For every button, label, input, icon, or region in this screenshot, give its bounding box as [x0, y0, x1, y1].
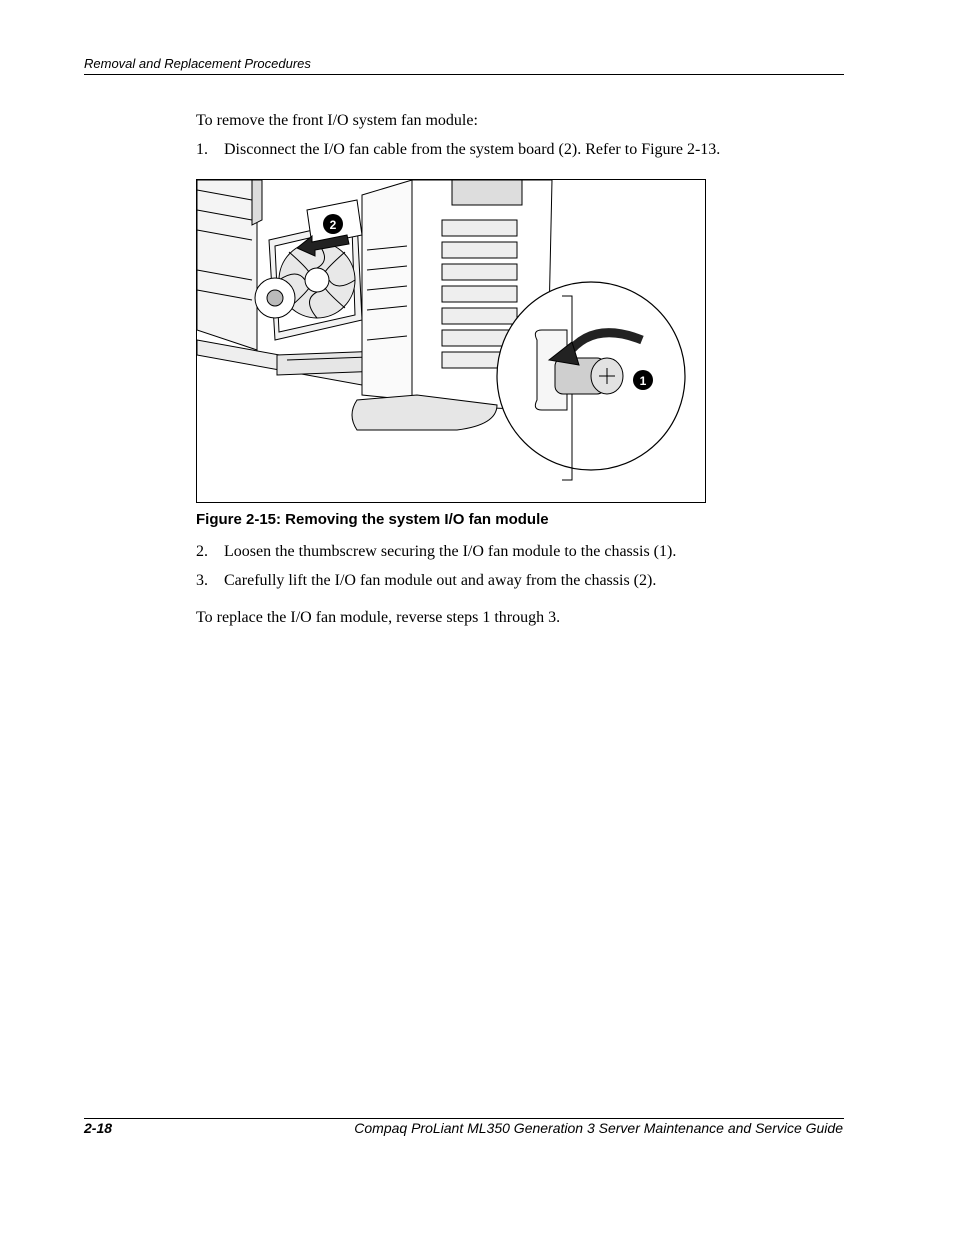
- footer-title: Compaq ProLiant ML350 Generation 3 Server Maintenance and Service Guide: [354, 1120, 843, 1136]
- server-fan-removal-illustration: [197, 180, 706, 503]
- step-2-text: Loosen the thumbscrew securing the I/O fan module to the chassis (1).: [224, 543, 677, 560]
- step-2-number: 2.: [196, 543, 208, 560]
- callout-1-label: 1: [639, 374, 647, 388]
- intro-text: To remove the front I/O system fan module:: [196, 112, 478, 129]
- header-rule: [84, 74, 844, 75]
- footer-rule: [84, 1118, 844, 1119]
- step-1-number: 1.: [196, 141, 208, 158]
- closing-text: To replace the I/O fan module, reverse steps 1 through 3.: [196, 609, 561, 626]
- callout-2-label: 2: [329, 218, 337, 232]
- figure-caption: Figure 2-15: Removing the system I/O fan module: [196, 511, 549, 528]
- page-number: 2-18: [84, 1120, 113, 1136]
- figure-illustration: [196, 179, 706, 503]
- step-1-text: Disconnect the I/O fan cable from the system board (2). Refer to Figure 2-13.: [224, 141, 721, 158]
- running-header: Removal and Replacement Procedures: [84, 56, 311, 71]
- step-3-text: Carefully lift the I/O fan module out and away from the chassis (2).: [224, 572, 657, 589]
- step-3-number: 3.: [196, 572, 208, 589]
